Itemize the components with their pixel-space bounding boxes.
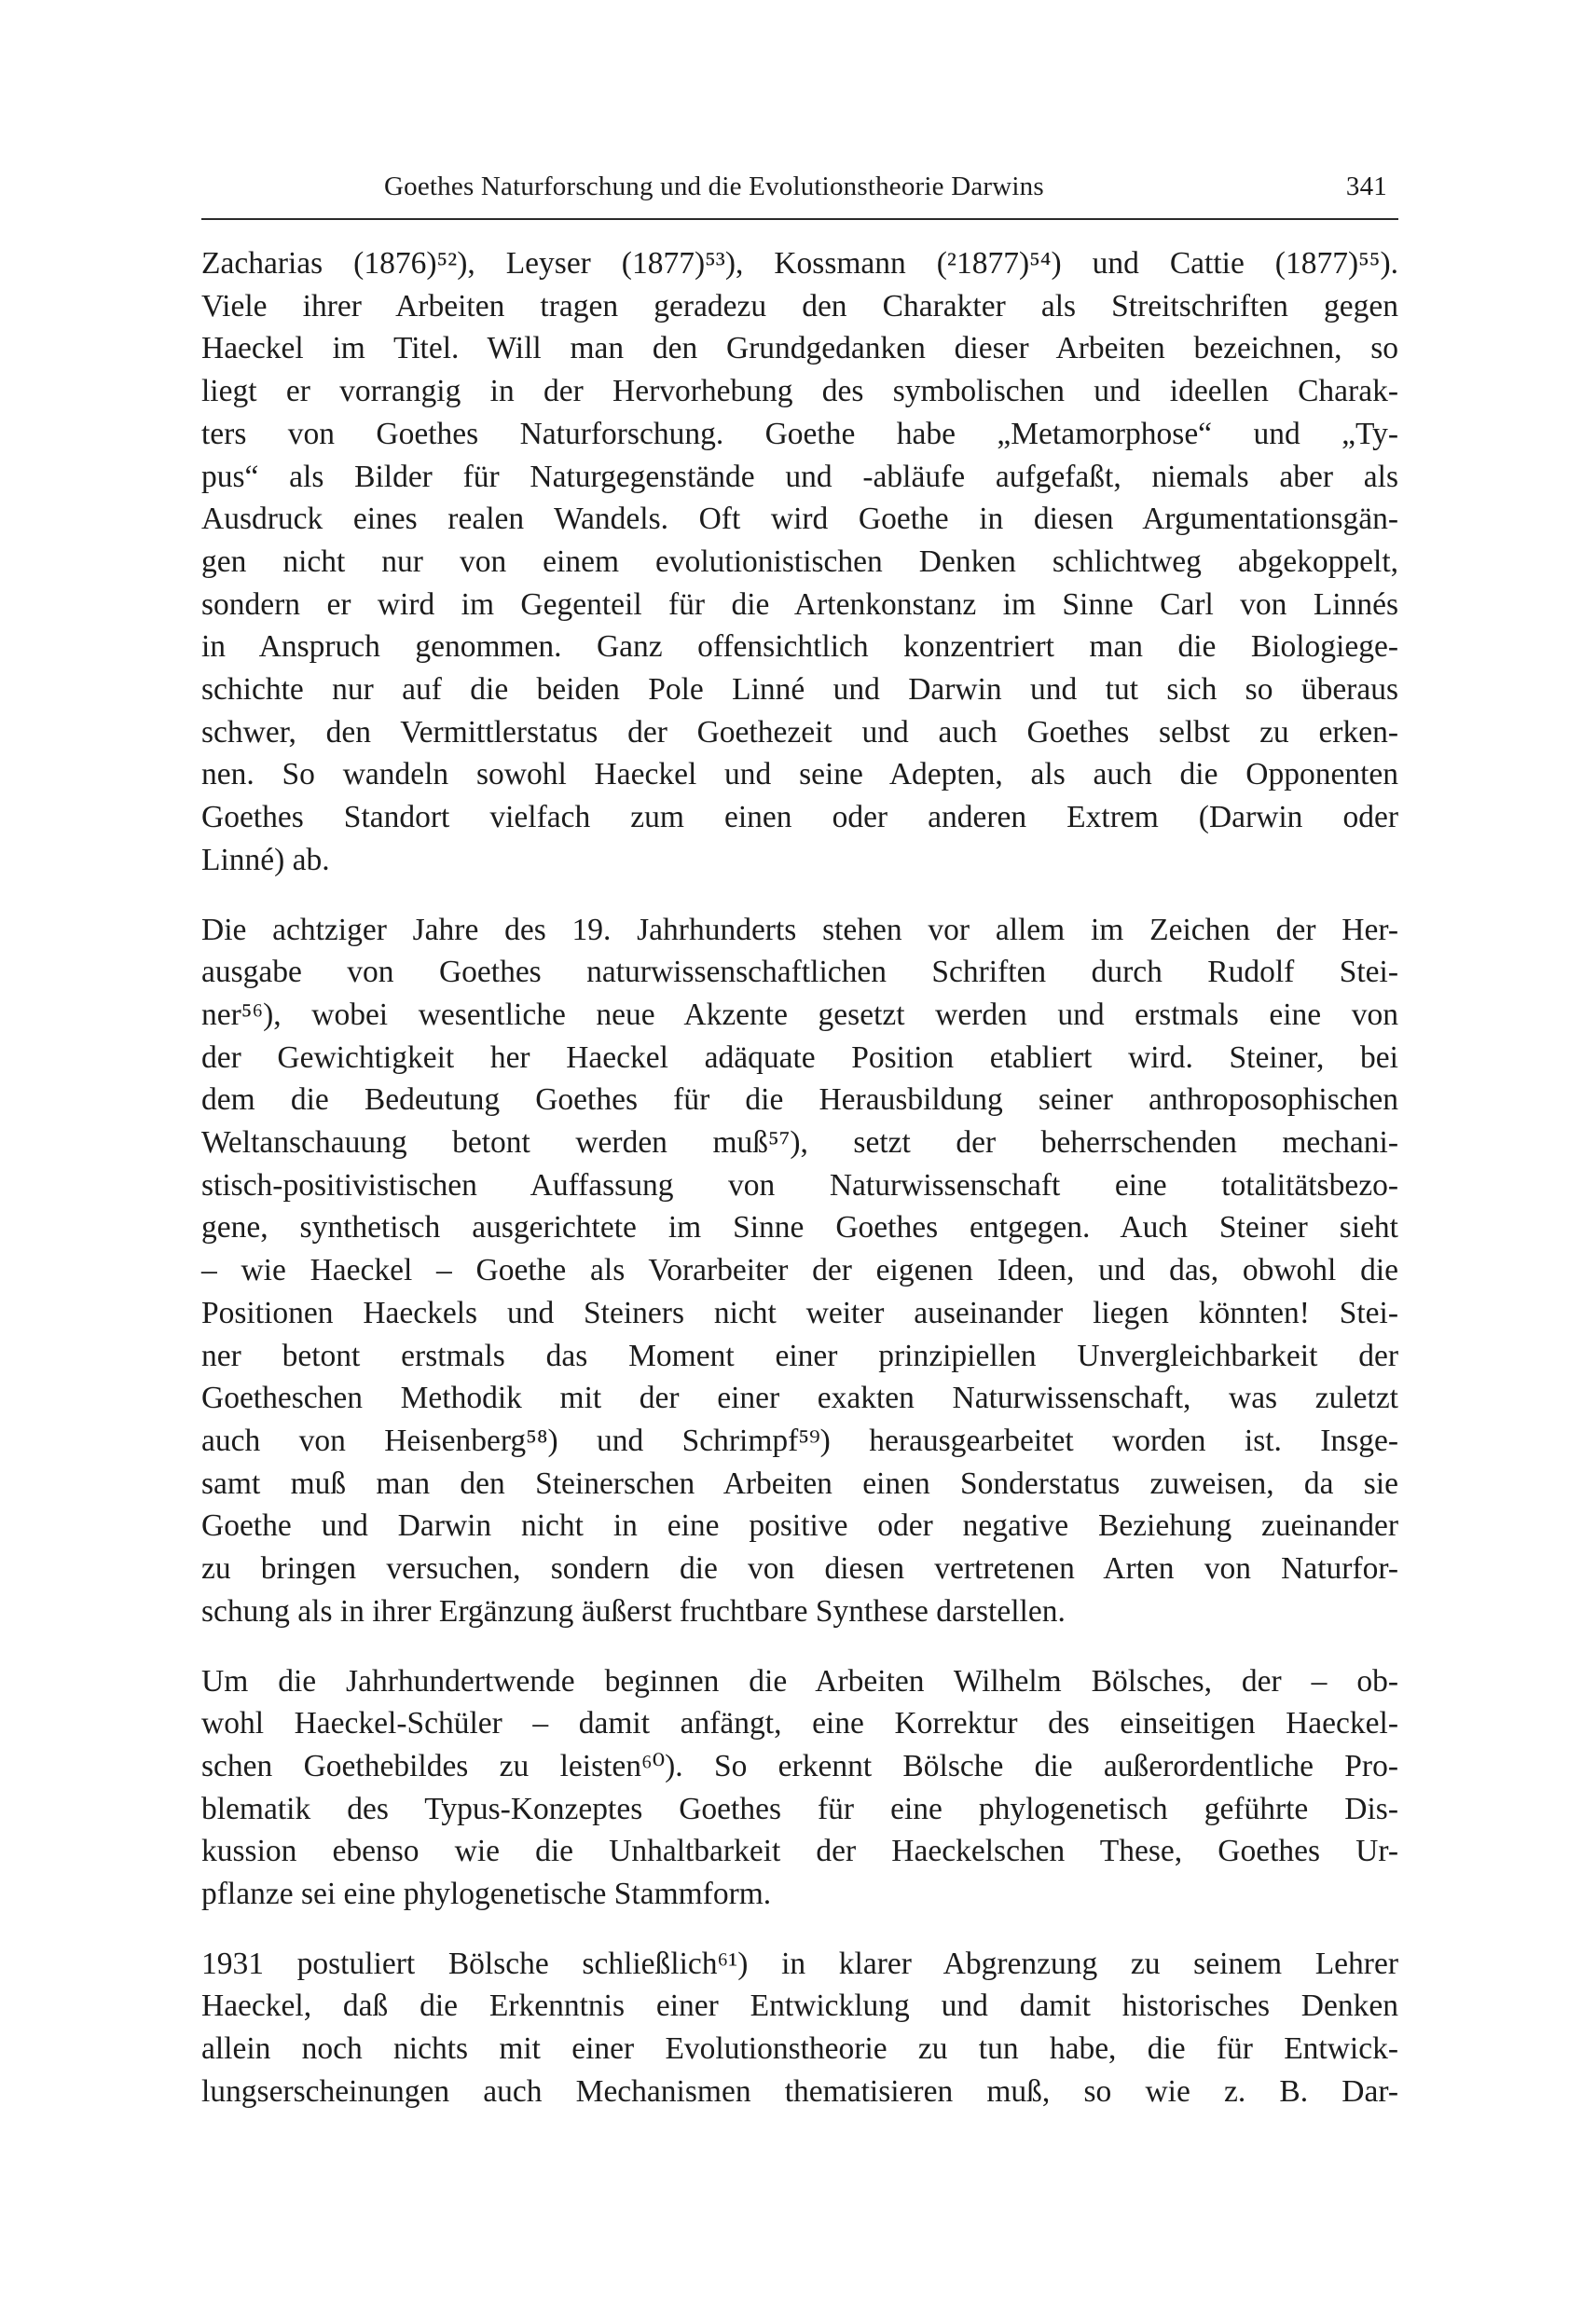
text-line: auch von Heisenberg⁵⁸) und Schrimpf⁵⁹) herausgearbeitet worden ist. Insge-	[201, 1423, 1398, 1458]
paragraph	[201, 1943, 1398, 2113]
text-line: schichte nur auf die beiden Pole Linné und Darwin und tut sich so überaus	[201, 672, 1398, 708]
text-line: liegt er vorrangig in der Hervorhebung des symbolischen und ideellen Charak-	[201, 374, 1398, 409]
text-line: gene, synthetisch ausgerichtete im Sinne Goethes entgegen. Auch Steiner sieht	[201, 1210, 1398, 1245]
text-line: gen nicht nur von einem evolutionistischen Denken schlichtweg abgekoppelt,	[201, 544, 1398, 579]
text-line: Positionen Haeckels und Steiners nicht weiter auseinander liegen könnten! Stei-	[201, 1295, 1398, 1330]
text-line: ausgabe von Goethes naturwissenschaftlichen Schriften durch Rudolf Stei-	[201, 955, 1398, 990]
text-line: Weltanschauung betont werden muß⁵⁷), setzt der beherrschenden mechani-	[201, 1125, 1398, 1161]
text-line: Linné) ab.	[201, 842, 330, 877]
text-line: nen. So wandeln sowohl Haeckel und seine Adepten, als auch die Opponenten	[201, 757, 1398, 792]
text-line: Viele ihrer Arbeiten tragen geradezu den Charakter als Streitschriften gegen	[201, 288, 1398, 323]
text-line: Die achtziger Jahre des 19. Jahrhunderts stehen vor allem im Zeichen der Her-	[201, 912, 1398, 947]
text-line: Zacharias (1876)⁵²), Leyser (1877)⁵³), Kossmann (²1877)⁵⁴) und Cattie (1877)⁵⁵).	[201, 246, 1398, 281]
text-line: ters von Goethes Naturforschung. Goethe habe „Metamorphose“ und „Ty-	[201, 416, 1398, 451]
paragraph	[201, 1660, 1398, 1916]
text-line: Haeckel im Titel. Will man den Grundgedanken dieser Arbeiten bezeichnen, so	[201, 331, 1398, 366]
text-line: dem die Bedeutung Goethes für die Herausbildung seiner anthroposophischen	[201, 1082, 1398, 1118]
text-line: schwer, den Vermittlerstatus der Goethezeit und auch Goethes selbst zu erken-	[201, 714, 1398, 750]
text-line: der Gewichtigkeit her Haeckel adäquate Position etabliert wird. Steiner, bei	[201, 1039, 1398, 1075]
running-head	[201, 166, 1398, 220]
text-line: – wie Haeckel – Goethe als Vorarbeiter der eigenen Ideen, und das, obwohl die	[201, 1253, 1398, 1288]
page-number: 341	[1345, 172, 1387, 201]
text-line: pflanze sei eine phylogenetische Stammform.	[201, 1877, 772, 1912]
paragraph	[201, 909, 1398, 1633]
text-line: schen Goethebildes zu leisten⁶⁰). So erkennt Bölsche die außerordentliche Pro-	[201, 1748, 1398, 1783]
running-title: Goethes Naturforschung und die Evolutionstheorie Darwins	[384, 172, 1044, 201]
book-page	[201, 166, 1398, 2113]
text-line: zu bringen versuchen, sondern die von diesen vertretenen Arten von Naturfor-	[201, 1551, 1398, 1587]
text-line: ner⁵⁶), wobei wesentliche neue Akzente gesetzt werden und erstmals eine von	[201, 997, 1398, 1032]
text-line: wohl Haeckel-Schüler – damit anfängt, eine Korrektur des einseitigen Haeckel-	[201, 1706, 1398, 1741]
text-line: kussion ebenso wie die Unhaltbarkeit der Haeckelschen These, Goethes Ur-	[201, 1834, 1398, 1869]
text-line: allein noch nichts mit einer Evolutionstheorie zu tun habe, die für Entwick-	[201, 2031, 1398, 2067]
text-line: Goethe und Darwin nicht in eine positive oder negative Beziehung zueinander	[201, 1508, 1398, 1544]
text-line: samt muß man den Steinerschen Arbeiten einen Sonderstatus zuweisen, da sie	[201, 1466, 1398, 1501]
text-line: Um die Jahrhundertwende beginnen die Arbeiten Wilhelm Bölsches, der – ob-	[201, 1663, 1398, 1699]
text-line: Goetheschen Methodik mit der einer exakten Naturwissenschaft, was zuletzt	[201, 1381, 1398, 1416]
text-line: 1931 postuliert Bölsche schließlich⁶¹) in klarer Abgrenzung zu seinem Lehrer	[201, 1946, 1398, 1981]
text-line: schung als in ihrer Ergänzung äußerst fruchtbare Synthese darstellen.	[201, 1593, 1066, 1629]
text-line: blematik des Typus-Konzeptes Goethes für eine phylogenetisch geführte Dis-	[201, 1791, 1398, 1826]
text-line: in Anspruch genommen. Ganz offensichtlich konzentriert man die Biologiege-	[201, 629, 1398, 665]
text-line: Ausdruck eines realen Wandels. Oft wird Goethe in diesen Argumentationsgän-	[201, 502, 1398, 537]
text-line: pus“ als Bilder für Naturgegenstände und -abläufe aufgefaßt, niemals aber als	[201, 459, 1398, 494]
text-line: sondern er wird im Gegenteil für die Artenkonstanz im Sinne Carl von Linnés	[201, 586, 1398, 622]
text-line: ner betont erstmals das Moment einer prinzipiellen Unvergleichbarkeit der	[201, 1338, 1398, 1373]
text-line: Haeckel, daß die Erkenntnis einer Entwicklung und damit historisches Denken	[201, 1989, 1398, 2024]
text-line: lungserscheinungen auch Mechanismen thematisieren muß, so wie z. B. Dar-	[201, 2073, 1398, 2109]
text-line: Goethes Standort vielfach zum einen oder anderen Extrem (Darwin oder	[201, 800, 1398, 835]
body-text	[201, 242, 1398, 2113]
paragraph	[201, 242, 1398, 882]
text-line: stisch-positivistischen Auffassung von Naturwissenschaft eine totalitätsbezo-	[201, 1167, 1398, 1203]
